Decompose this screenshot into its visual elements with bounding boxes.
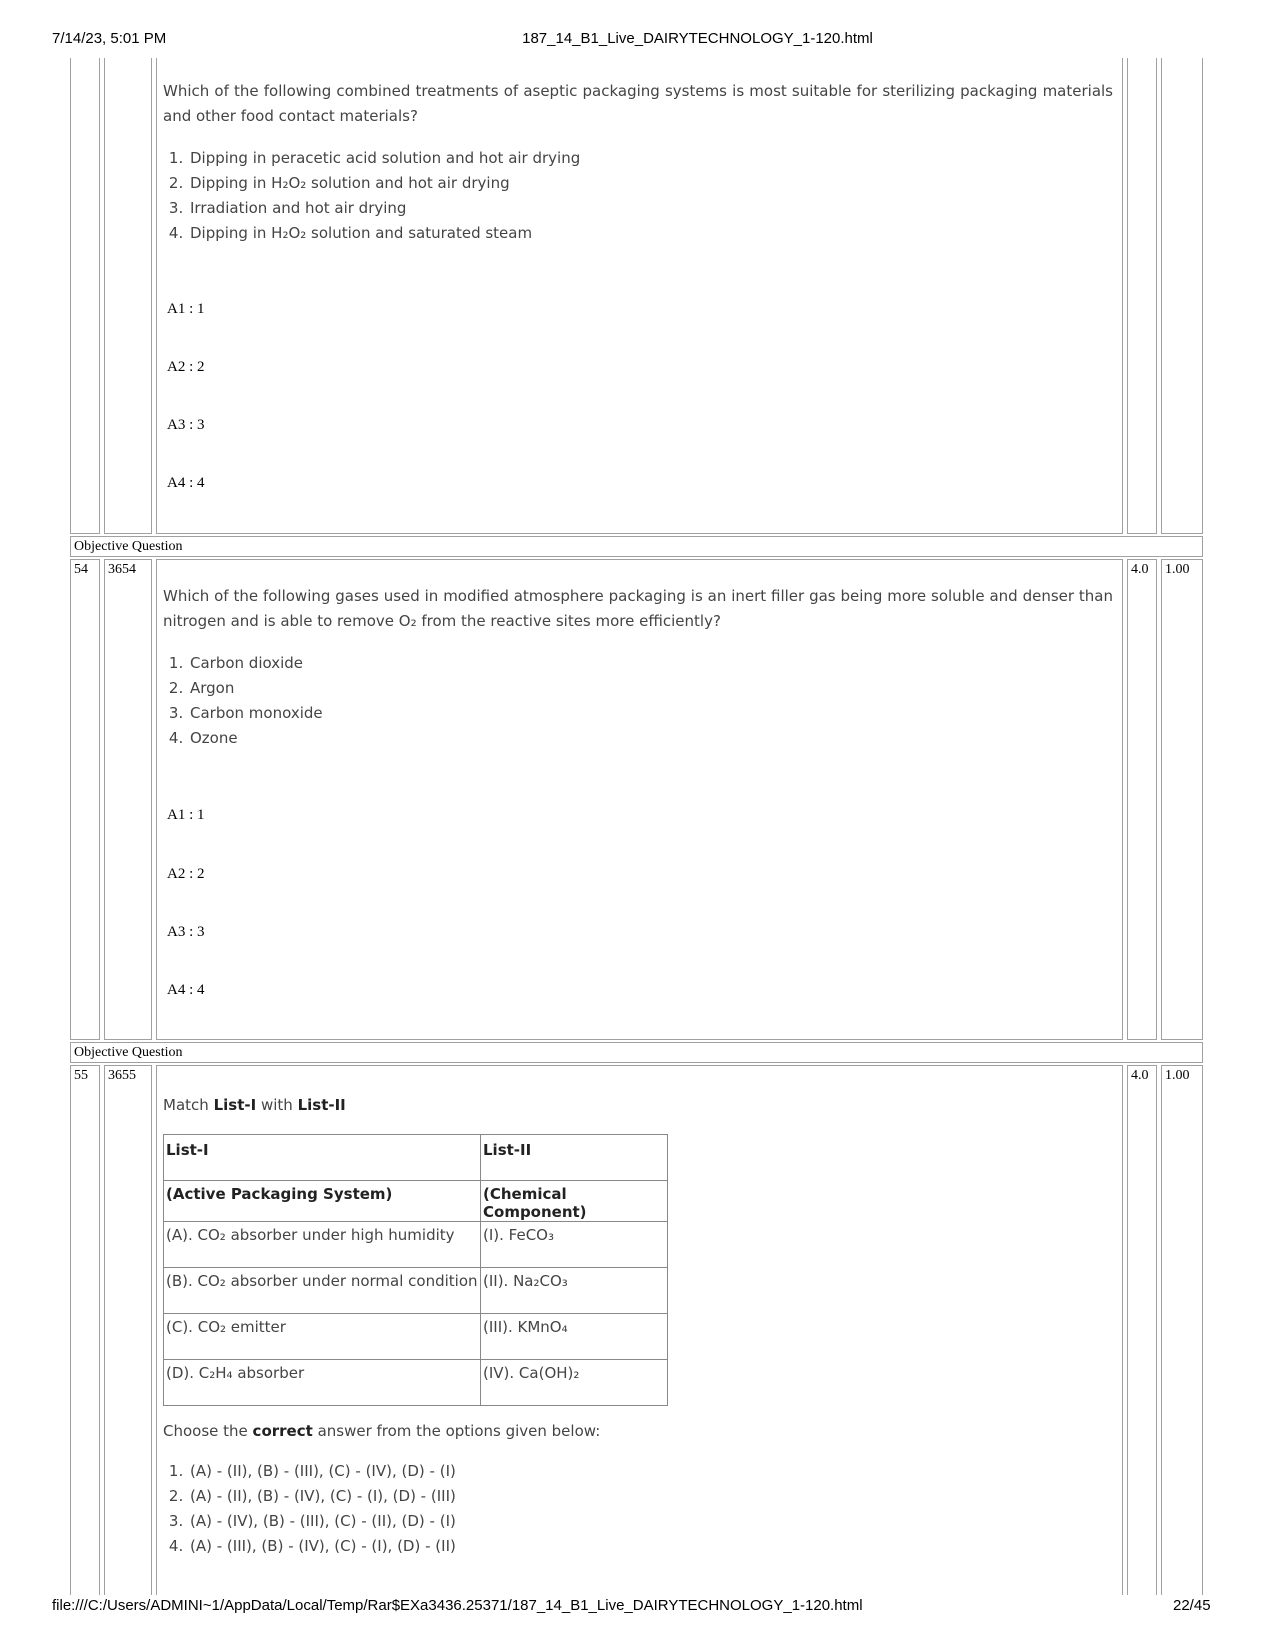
q55-choose-instruction <box>163 1419 1113 1444</box>
print-page-number: 22/45 <box>1173 1597 1211 1614</box>
table-row <box>164 1314 668 1360</box>
q54-answer-2: A2 : 2 <box>167 866 205 882</box>
q54-number: 54 <box>74 562 88 577</box>
q55-intro-prefix: Match <box>163 1096 209 1114</box>
table-header-list2: List-II <box>483 1141 532 1159</box>
q53-option-3: 3. Irradiation and hot air drying <box>188 196 580 221</box>
q55-option-4: 4. (A) - (III), (B) - (IV), (C) - (I), (D) - (II) <box>188 1534 456 1559</box>
q54-marks: 4.0 <box>1131 562 1149 577</box>
print-datetime: 7/14/23, 5:01 PM <box>52 30 167 47</box>
q55-intro-with: with <box>260 1096 293 1114</box>
q55-number: 55 <box>74 1068 88 1083</box>
q55-intro-list2: List-II <box>297 1096 346 1114</box>
q55-choose-prefix: Choose the <box>163 1422 248 1440</box>
q55-option-2: 2. (A) - (II), (B) - (IV), (C) - (I), (D) - (III) <box>188 1484 456 1509</box>
q53-number-cell <box>70 58 100 534</box>
q55-option-1: 1. (A) - (II), (B) - (III), (C) - (IV), (D) - (I) <box>188 1459 456 1484</box>
print-doc-title: 187_14_B1_Live_DAIRYTECHNOLOGY_1-120.html <box>522 30 873 47</box>
q53-answer-3: A3 : 3 <box>167 417 205 433</box>
q55-intro <box>163 1093 1113 1118</box>
table-cell-iii: (III). KMnO₄ <box>481 1314 668 1360</box>
table-row <box>164 1268 668 1314</box>
q55-id: 3655 <box>108 1068 136 1083</box>
q55-intro-list1: List-I <box>213 1096 257 1114</box>
table-subheader-component: (Chemical Component) <box>483 1185 587 1221</box>
q53-negative-cell <box>1161 58 1203 534</box>
q54-option-2: 2. Argon <box>188 676 323 701</box>
q54-id: 3654 <box>108 562 136 577</box>
q54-negative: 1.00 <box>1165 562 1190 577</box>
table-cell-ii: (II). Na₂CO₃ <box>481 1268 668 1314</box>
q54-section-label: Objective Question <box>74 539 183 554</box>
q55-section-label: Objective Question <box>74 1045 183 1060</box>
q53-answer-1: A1 : 1 <box>167 301 205 317</box>
q54-options-list <box>163 651 323 751</box>
table-cell-a: (A). CO₂ absorber under high humidity <box>164 1222 481 1268</box>
q54-marks-cell <box>1127 559 1157 1040</box>
q54-id-cell <box>104 559 152 1040</box>
q53-option-1: 1. Dipping in peracetic acid solution and hot air drying <box>188 146 580 171</box>
q54-option-3: 3. Carbon monoxide <box>188 701 323 726</box>
q55-section-row <box>70 1042 1203 1063</box>
q54-option-4: 4. Ozone <box>188 726 323 751</box>
table-cell-i: (I). FeCO₃ <box>481 1222 668 1268</box>
table-row <box>164 1360 668 1406</box>
table-subheader-row <box>164 1181 668 1222</box>
q55-negative: 1.00 <box>1165 1068 1190 1083</box>
q55-id-cell <box>104 1065 152 1595</box>
q54-answer-4: A4 : 4 <box>167 982 205 998</box>
table-cell-c: (C). CO₂ emitter <box>164 1314 481 1360</box>
table-header-row <box>164 1135 668 1181</box>
q53-id-cell <box>104 58 152 534</box>
q54-answer-3: A3 : 3 <box>167 924 205 940</box>
q53-answer-2: A2 : 2 <box>167 359 205 375</box>
q55-choose-suffix: answer from the options given below: <box>317 1422 601 1440</box>
table-row <box>164 1222 668 1268</box>
q54-number-cell <box>70 559 100 1040</box>
q55-options-list <box>163 1459 456 1559</box>
table-cell-iv: (IV). Ca(OH)₂ <box>481 1360 668 1406</box>
q53-option-4: 4. Dipping in H₂O₂ solution and saturated steam <box>188 221 580 246</box>
q54-section-row <box>70 536 1203 557</box>
q55-choose-bold: correct <box>252 1422 313 1440</box>
table-header-list1: List-I <box>166 1141 209 1159</box>
print-file-path: file:///C:/Users/ADMINI~1/AppData/Local/Temp/Rar$EXa3436.25371/187_14_B1_Live_DAIRYTECHNOLOGY_1-120.html <box>52 1597 863 1614</box>
table-subheader-system: (Active Packaging System) <box>166 1185 393 1203</box>
q54-negative-cell <box>1161 559 1203 1040</box>
table-cell-b: (B). CO₂ absorber under normal condition <box>164 1268 481 1314</box>
q55-match-table <box>163 1134 668 1406</box>
q55-option-3: 3. (A) - (IV), (B) - (III), (C) - (II), (D) - (I) <box>188 1509 456 1534</box>
q54-question-text: Which of the following gases used in modified atmosphere packaging is an inert filler gas being more soluble and denser than nitrogen and is able to remove O₂ from the reactive sites more efficiently? <box>163 587 1113 630</box>
q55-negative-cell <box>1161 1065 1203 1595</box>
q55-marks: 4.0 <box>1131 1068 1149 1083</box>
q54-answer-1: A1 : 1 <box>167 807 205 823</box>
q53-marks-cell <box>1127 58 1157 534</box>
q53-content-cell <box>156 58 1123 534</box>
q55-marks-cell <box>1127 1065 1157 1595</box>
q54-option-1: 1. Carbon dioxide <box>188 651 323 676</box>
q55-number-cell <box>70 1065 100 1595</box>
q53-options-list <box>163 146 580 246</box>
q53-option-2: 2. Dipping in H₂O₂ solution and hot air drying <box>188 171 580 196</box>
table-cell-d: (D). C₂H₄ absorber <box>164 1360 481 1406</box>
q53-question-text: Which of the following combined treatments of aseptic packaging systems is most suitable for sterilizing packaging materials and other food contact materials? <box>163 82 1113 125</box>
q53-answer-4: A4 : 4 <box>167 475 205 491</box>
